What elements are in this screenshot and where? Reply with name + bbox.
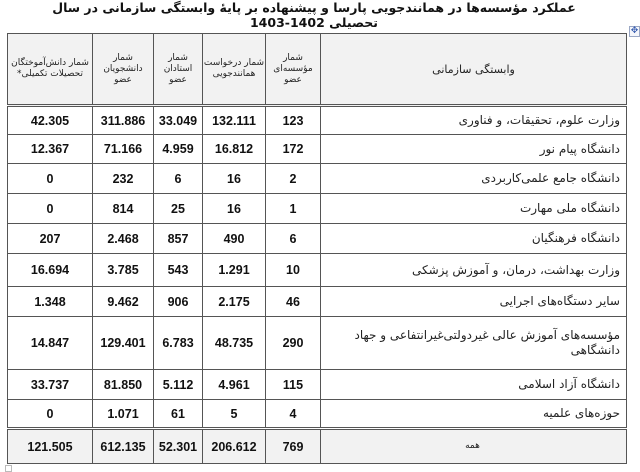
cell-graduates: 42.305 — [8, 106, 93, 135]
cell-institutions: 115 — [266, 370, 321, 400]
table-row — [8, 400, 627, 429]
cell-requests: 4.961 — [203, 370, 266, 400]
cell-requests: 5 — [203, 400, 266, 429]
cell-total-professors: 52.301 — [154, 429, 203, 464]
cell-students: 232 — [93, 164, 154, 194]
cell-professors: 4.959 — [154, 135, 203, 164]
cell-affiliation: دانشگاه فرهنگیان — [321, 224, 627, 254]
cell-affiliation: سایر دستگاه‌های اجرایی — [321, 287, 627, 317]
cell-institutions: 123 — [266, 106, 321, 135]
cell-professors: 33.049 — [154, 106, 203, 135]
header-students: شمار دانشجویان عضو — [93, 34, 154, 106]
document-title — [8, 0, 620, 30]
cell-institutions: 10 — [266, 254, 321, 287]
table-row — [8, 317, 627, 370]
cell-students: 3.785 — [93, 254, 154, 287]
cell-affiliation: وزارت بهداشت، درمان، و آموزش پزشکی — [321, 254, 627, 287]
cell-students: 129.401 — [93, 317, 154, 370]
cell-total-students: 612.135 — [93, 429, 154, 464]
table-header-row — [8, 34, 627, 106]
cell-graduates: 0 — [8, 194, 93, 224]
cell-graduates: 14.847 — [8, 317, 93, 370]
cell-professors: 5.112 — [154, 370, 203, 400]
table-row — [8, 194, 627, 224]
cell-requests: 48.735 — [203, 317, 266, 370]
cell-affiliation: حوزه‌های علمیه — [321, 400, 627, 429]
cell-graduates: 207 — [8, 224, 93, 254]
cell-requests: 16 — [203, 164, 266, 194]
cell-requests: 1.291 — [203, 254, 266, 287]
cell-students: 2.468 — [93, 224, 154, 254]
cell-students: 81.850 — [93, 370, 154, 400]
cell-institutions: 6 — [266, 224, 321, 254]
cell-graduates: 0 — [8, 400, 93, 429]
cell-affiliation: دانشگاه جامع علمی‌کاربردی — [321, 164, 627, 194]
table-move-handle-icon[interactable]: ✥ — [630, 26, 639, 36]
cell-total-label: همه — [321, 429, 627, 464]
table-row — [8, 370, 627, 400]
cell-requests: 16.812 — [203, 135, 266, 164]
cell-professors: 857 — [154, 224, 203, 254]
cell-affiliation: مؤسسه‌های آموزش عالی غیردولتی‌غیرانتفاعی و جهاد دانشگاهی — [321, 317, 627, 370]
cell-students: 311.886 — [93, 106, 154, 135]
table-row — [8, 135, 627, 164]
cell-institutions: 1 — [266, 194, 321, 224]
title-line-2: تحصیلی 1402-1403 — [249, 15, 379, 30]
cell-total-graduates: 121.505 — [8, 429, 93, 464]
cell-students: 814 — [93, 194, 154, 224]
cell-graduates: 0 — [8, 164, 93, 194]
table-row — [8, 254, 627, 287]
cell-institutions: 2 — [266, 164, 321, 194]
cell-institutions: 172 — [266, 135, 321, 164]
table-total-row — [8, 429, 627, 464]
cell-students: 71.166 — [93, 135, 154, 164]
cell-total-institutions: 769 — [266, 429, 321, 464]
cell-professors: 543 — [154, 254, 203, 287]
header-institutions: شمار مؤسسه‌ای عضو — [266, 34, 321, 106]
cell-affiliation: وزارت علوم، تحقیقات، و فناوری — [321, 106, 627, 135]
cell-students: 9.462 — [93, 287, 154, 317]
cell-graduates: 12.367 — [8, 135, 93, 164]
cell-total-requests: 206.612 — [203, 429, 266, 464]
cell-graduates: 16.694 — [8, 254, 93, 287]
cell-affiliation: دانشگاه ملی مهارت — [321, 194, 627, 224]
cell-students: 1.071 — [93, 400, 154, 429]
cell-institutions: 290 — [266, 317, 321, 370]
cell-requests: 490 — [203, 224, 266, 254]
header-professors: شمار استادان عضو — [154, 34, 203, 106]
cell-professors: 6.783 — [154, 317, 203, 370]
header-requests: شمار درخواست همانندجویی — [203, 34, 266, 106]
header-graduates: شمار دانش‌آموختگان تحصیلات تکمیلی* — [8, 34, 93, 106]
table-row — [8, 287, 627, 317]
cell-institutions: 46 — [266, 287, 321, 317]
table-row — [8, 106, 627, 135]
table-row — [8, 224, 627, 254]
cell-professors: 61 — [154, 400, 203, 429]
table-row — [8, 164, 627, 194]
cell-professors: 25 — [154, 194, 203, 224]
cell-affiliation: دانشگاه آزاد اسلامی — [321, 370, 627, 400]
cell-graduates: 1.348 — [8, 287, 93, 317]
title-line-1: عملکرد مؤسسه‌ها در همانندجویی پارسا و پیشنهاده بر پایهٔ وابستگی سازمانی در سال — [52, 0, 576, 15]
cell-requests: 2.175 — [203, 287, 266, 317]
affiliation-performance-table — [7, 33, 627, 464]
cell-requests: 16 — [203, 194, 266, 224]
cell-graduates: 33.737 — [8, 370, 93, 400]
cell-professors: 6 — [154, 164, 203, 194]
cell-requests: 132.111 — [203, 106, 266, 135]
header-affiliation: وابستگی سازمانی — [321, 34, 627, 106]
cell-affiliation: دانشگاه پیام نور — [321, 135, 627, 164]
cell-institutions: 4 — [266, 400, 321, 429]
cell-professors: 906 — [154, 287, 203, 317]
